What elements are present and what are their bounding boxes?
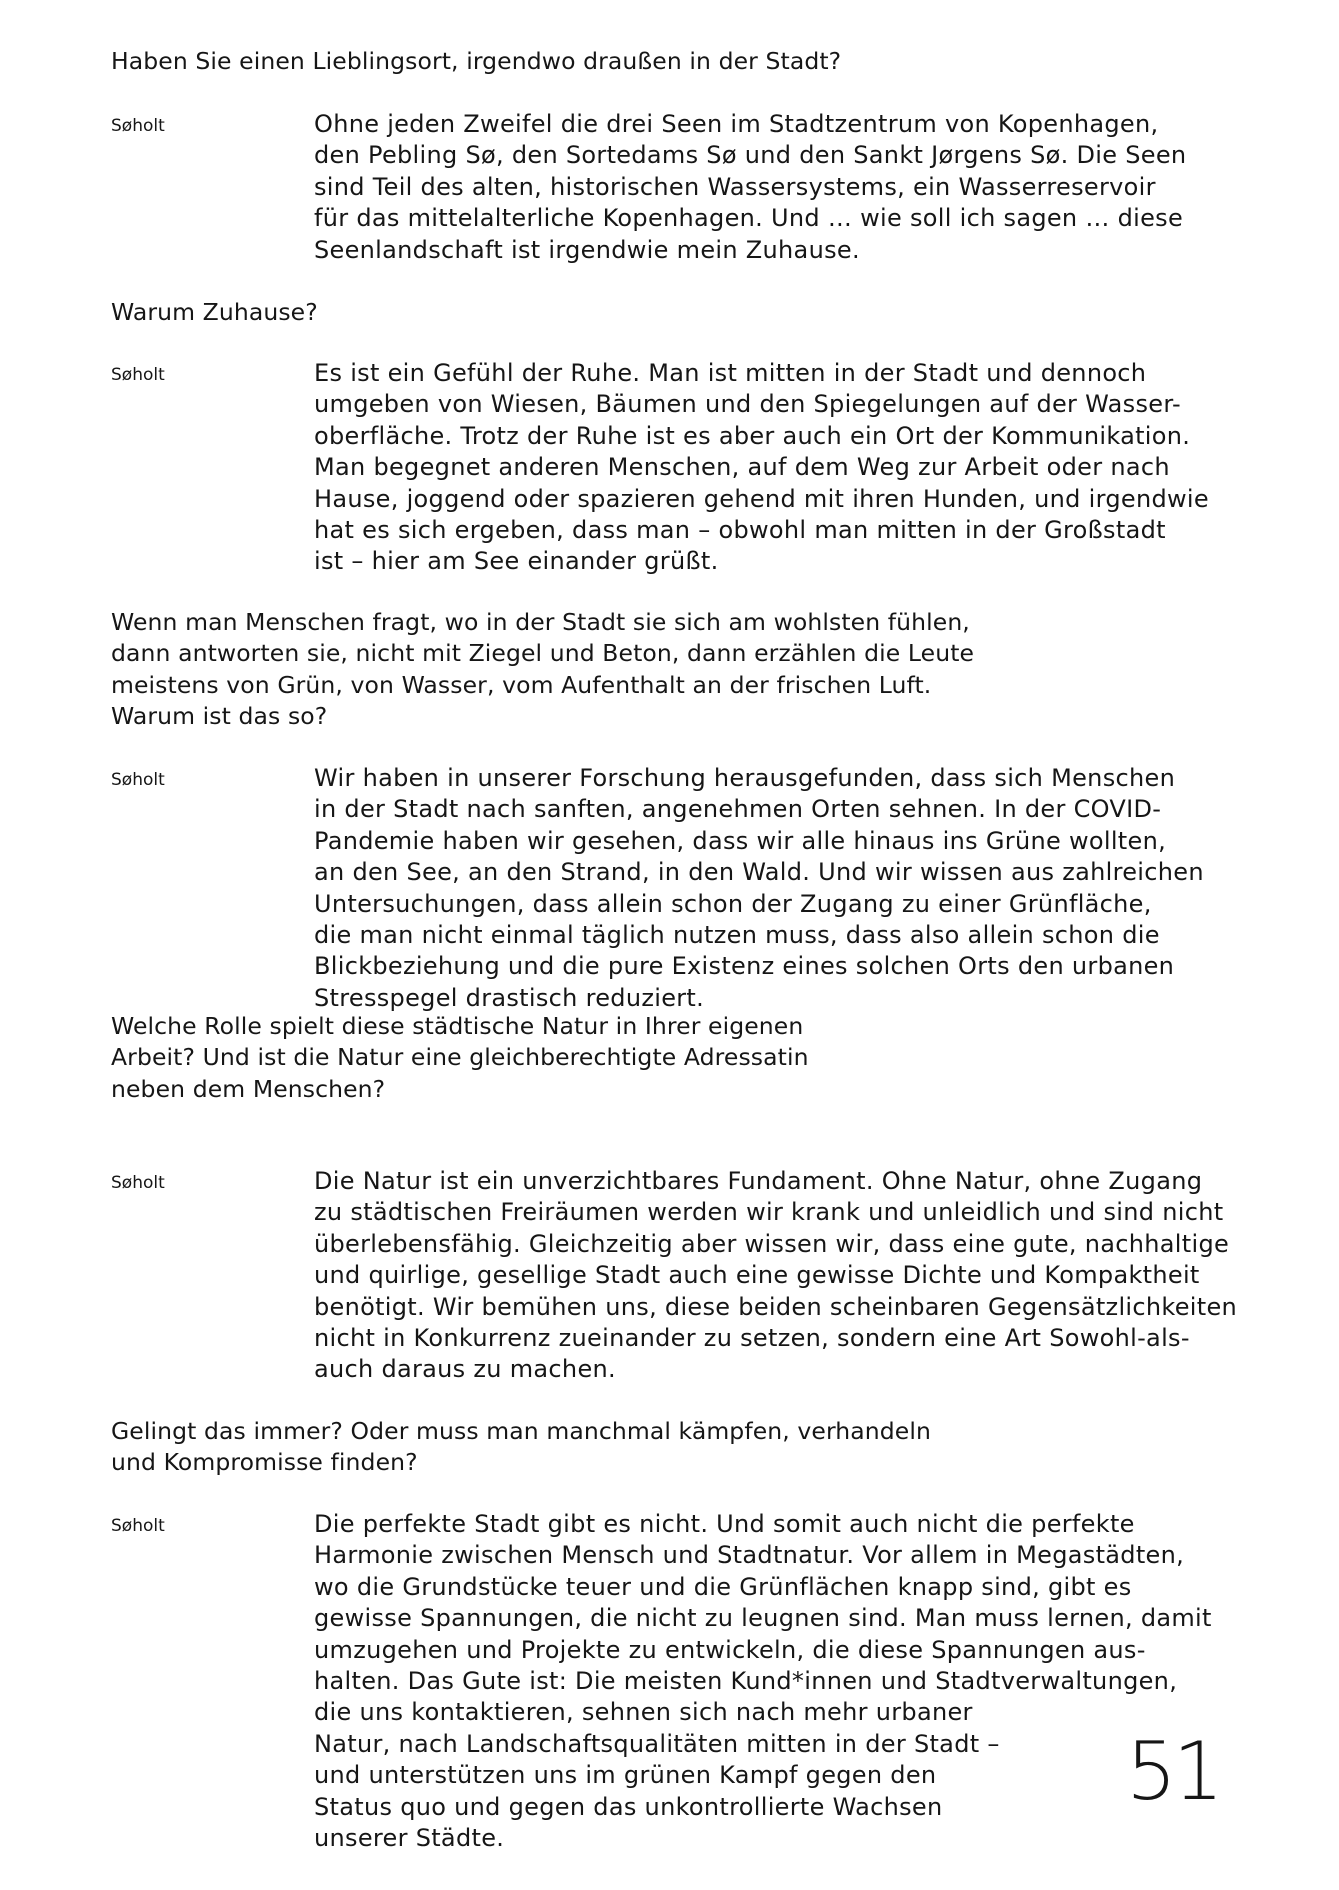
speaker-label: Søholt bbox=[111, 1516, 165, 1536]
answer-line: und unterstützen uns im grünen Kampf gegen den bbox=[314, 1761, 937, 1790]
answer-line: halten. Das Gute ist: Die meisten Kund*innen und Stadtverwaltungen, bbox=[314, 1667, 1178, 1695]
answer-line: Hause, joggend oder spazieren gehend mit ihren Hunden, und irgendwie bbox=[314, 484, 1209, 513]
answer-line: Untersuchungen, dass allein schon der Zugang zu einer Grünfläche, bbox=[314, 889, 1152, 918]
answer-line: Wir haben in unserer Forschung herausgefunden, dass sich Menschen bbox=[314, 764, 1176, 792]
answer-line: ist – hier am See einander grüßt. bbox=[314, 547, 719, 576]
answer-line: Die perfekte Stadt gibt es nicht. Und somit auch nicht die perfekte bbox=[314, 1510, 1135, 1538]
answer-line: Man begegnet anderen Menschen, auf dem Weg zur Arbeit oder nach bbox=[314, 453, 1170, 482]
speaker-label: Søholt bbox=[111, 770, 165, 790]
answer-line: überlebensfähig. Gleichzeitig aber wissen wir, dass eine gute, nachhaltige bbox=[314, 1229, 1230, 1258]
answer-line: oberfläche. Trotz der Ruhe ist es aber auch ein Ort der Kommunikation. bbox=[314, 421, 1191, 450]
answer-line: Blickbeziehung und die pure Existenz eines solchen Orts den urbanen bbox=[314, 952, 1175, 981]
question-line: Gelingt das immer? Oder muss man manchmal kämpfen, verhandeln bbox=[111, 1417, 931, 1445]
question-line: neben dem Menschen? bbox=[111, 1074, 386, 1103]
answer-line: Die Natur ist ein unverzichtbares Fundament. Ohne Natur, ohne Zugang bbox=[314, 1167, 1203, 1195]
question-line: Arbeit? Und ist die Natur eine gleichberechtigte Adressatin bbox=[111, 1043, 809, 1072]
answer-line: Pandemie haben wir gesehen, dass wir alle hinaus ins Grüne wollten, bbox=[314, 826, 1167, 855]
answer-line: die uns kontaktieren, sehnen sich nach mehr urbaner bbox=[314, 1698, 973, 1727]
question-line: meistens von Grün, von Wasser, vom Aufenthalt an der frischen Luft. bbox=[111, 670, 932, 699]
page-number: 51 bbox=[1126, 1725, 1220, 1818]
answer-line: nicht in Konkurrenz zueinander zu setzen, sondern eine Art Sowohl-als- bbox=[314, 1324, 1190, 1352]
answer-line: an den See, an den Strand, in den Wald. Und wir wissen aus zahlreichen bbox=[314, 858, 1204, 887]
answer-line: den Pebling Sø, den Sortedams Sø und den Sankt Jørgens Sø. Die Seen bbox=[314, 141, 1187, 170]
answer-line: Stresspegel drastisch reduziert. bbox=[314, 983, 705, 1012]
speaker-label: Søholt bbox=[111, 1173, 165, 1193]
speaker-label: Søholt bbox=[111, 116, 165, 136]
answer-line: Ohne jeden Zweifel die drei Seen im Stadtzentrum von Kopenhagen, bbox=[314, 110, 1159, 138]
answer-line: hat es sich ergeben, dass man – obwohl man mitten in der Großstadt bbox=[314, 516, 1166, 544]
question-line: dann antworten sie, nicht mit Ziegel und Beton, dann erzählen die Leute bbox=[111, 639, 975, 668]
answer-line: umzugehen und Projekte zu entwickeln, die diese Spannungen aus- bbox=[314, 1635, 1146, 1664]
answer-line: auch daraus zu machen. bbox=[314, 1355, 616, 1384]
question-line: und Kompromisse finden? bbox=[111, 1448, 418, 1477]
answer-line: und quirlige, gesellige Stadt auch eine gewisse Dichte und Kompaktheit bbox=[314, 1261, 1200, 1290]
question-line: Welche Rolle spielt diese städtische Natur in Ihrer eigenen bbox=[111, 1012, 804, 1040]
question-line: Wenn man Menschen fragt, wo in der Stadt sie sich am wohlsten fühlen, bbox=[111, 608, 970, 636]
question-line: Haben Sie einen Lieblingsort, irgendwo draußen in der Stadt? bbox=[111, 47, 842, 75]
answer-line: für das mittelalterliche Kopenhagen. Und … wie soll ich sagen … diese bbox=[314, 204, 1184, 233]
speaker-label: Søholt bbox=[111, 365, 165, 385]
answer-line: wo die Grundstücke teuer und die Grünflächen knapp sind, gibt es bbox=[314, 1572, 1132, 1601]
answer-line: gewisse Spannungen, die nicht zu leugnen sind. Man muss lernen, damit bbox=[314, 1604, 1212, 1633]
answer-line: Natur, nach Landschaftsqualitäten mitten in der Stadt – bbox=[314, 1729, 1000, 1758]
answer-line: Es ist ein Gefühl der Ruhe. Man ist mitten in der Stadt und dennoch bbox=[314, 359, 1147, 387]
answer-line: Status quo und gegen das unkontrollierte Wachsen bbox=[314, 1792, 943, 1821]
answer-line: Seenlandschaft ist irgendwie mein Zuhause. bbox=[314, 235, 860, 264]
answer-line: sind Teil des alten, historischen Wassersystems, ein Wasserreservoir bbox=[314, 172, 1156, 201]
answer-line: Harmonie zwischen Mensch und Stadtnatur. Vor allem in Megastädten, bbox=[314, 1541, 1185, 1570]
answer-line: unserer Städte. bbox=[314, 1824, 505, 1852]
question-line: Warum Zuhause? bbox=[111, 298, 318, 326]
answer-line: in der Stadt nach sanften, angenehmen Orten sehnen. In der COVID- bbox=[314, 795, 1162, 824]
answer-line: die man nicht einmal täglich nutzen muss, dass also allein schon die bbox=[314, 921, 1160, 949]
answer-line: umgeben von Wiesen, Bäumen und den Spiegelungen auf der Wasser- bbox=[314, 390, 1181, 419]
answer-line: benötigt. Wir bemühen uns, diese beiden scheinbaren Gegensätzlichkeiten bbox=[314, 1292, 1238, 1321]
answer-line: zu städtischen Freiräumen werden wir krank und unleidlich und sind nicht bbox=[314, 1198, 1224, 1227]
question-line: Warum ist das so? bbox=[111, 702, 328, 731]
